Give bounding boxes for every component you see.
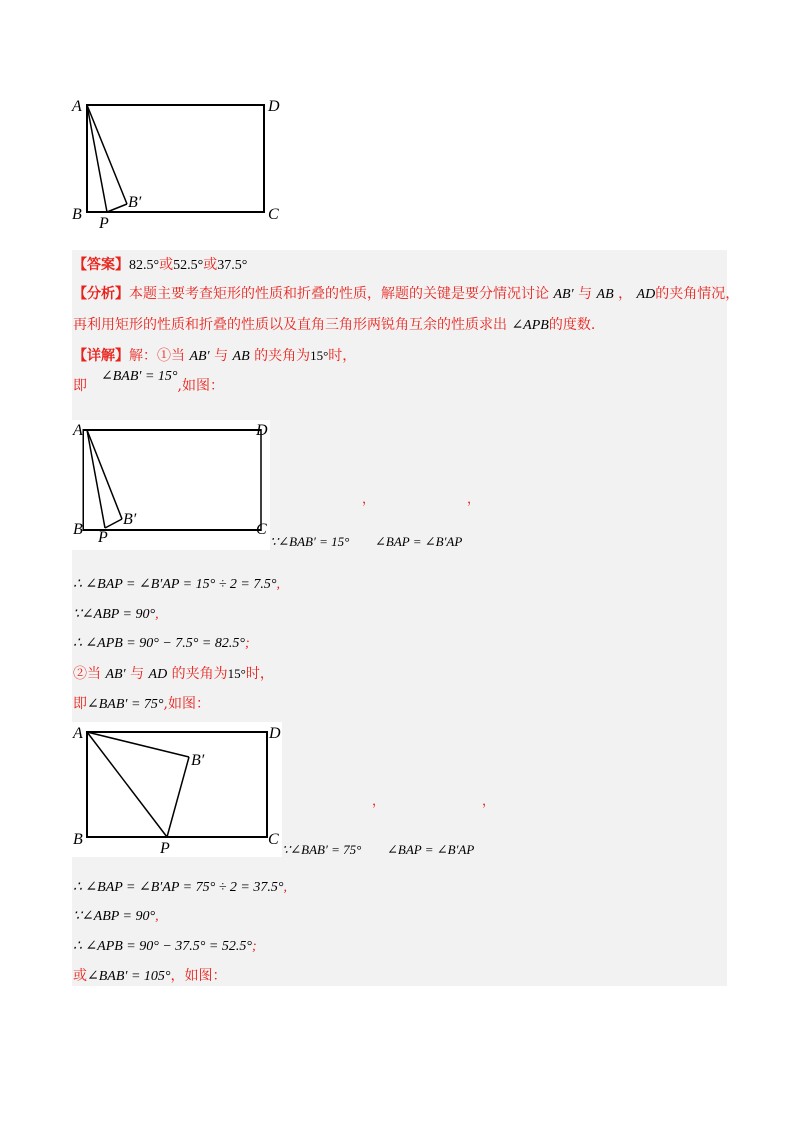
case1-step-2: ∵∠ABP = 90°, [73,607,159,622]
label-P: P [160,840,170,857]
case2-step-2: ∵∠ABP = 90°, [73,909,159,924]
label-B: B [73,831,83,848]
figure-rectangle-fold-3 [72,722,282,857]
label-C: C [256,521,267,538]
fig2-equal-angles: ∠BAP = ∠B′AP [375,534,463,549]
fig2-because: ∵∠BAB′ = 15° [270,534,350,549]
label-A: A [72,98,82,115]
answer-line: 【答案】82.5°或52.5°或37.5° [73,257,248,273]
case2-line-2: 即∠BAB′ = 75°,如图： [73,696,210,712]
fig2-comma-1: ， [362,492,376,507]
case1-step-1: ∴ ∠BAP = ∠B′AP = 15° ÷ 2 = 7.5°, [73,577,280,592]
case2-step-3: ∴ ∠APB = 90° − 37.5° = 52.5°; [73,939,257,954]
label-D: D [268,98,280,115]
label-P: P [99,215,109,232]
fig3-because: ∵∠BAB′ = 75° [282,842,362,857]
label-C: C [268,831,279,848]
case2-step-1: ∴ ∠BAP = ∠B′AP = 75° ÷ 2 = 37.5°, [73,880,287,895]
analysis-line-2: 再利用矩形的性质和折叠的性质以及直角三角形两锐角互余的性质求出 ∠APB的度数. [73,317,596,333]
case3-intro: 或∠BAB′ = 105°，如图： [73,968,227,984]
figure-rectangle-fold-1 [70,95,290,235]
detail-line-2: 即∠BAB′ = 15°,如图： [73,369,224,394]
label-B: B [73,521,83,538]
analysis-line-1: 【分析】本题主要考查矩形的性质和折叠的性质，解题的关键是要分情况讨论 AB′ 与 AB ， AD的夹角情况， [73,286,740,302]
label-D: D [256,422,268,439]
fig3-equal-angles: ∠BAP = ∠B′AP [387,842,475,857]
case1-step-3: ∴ ∠APB = 90° − 7.5° = 82.5°; [73,636,250,651]
analysis-tag: 【分析】 [73,286,129,302]
fig3-comma-2: ， [482,794,496,809]
answer-tag: 【答案】 [73,257,129,273]
fig3-comma-1: ， [372,794,386,809]
label-B-prime: B′ [191,752,205,769]
detail-tag: 【详解】 [73,348,129,364]
label-B-prime: B′ [123,511,137,528]
case2-line-1: ②当 AB′ 与 AD 的夹角为15°时， [73,666,274,682]
label-P: P [98,529,108,546]
label-A: A [73,422,83,439]
label-A: A [73,725,83,742]
detail-line-1: 【详解】解：①当 AB′ 与 AB 的夹角为15°时， [73,348,357,364]
label-C: C [268,206,279,223]
label-D: D [269,725,281,742]
fig2-comma-2: ， [467,492,481,507]
label-B-prime: B′ [128,194,142,211]
figure-rectangle-fold-2 [72,420,270,550]
label-B: B [72,206,82,223]
